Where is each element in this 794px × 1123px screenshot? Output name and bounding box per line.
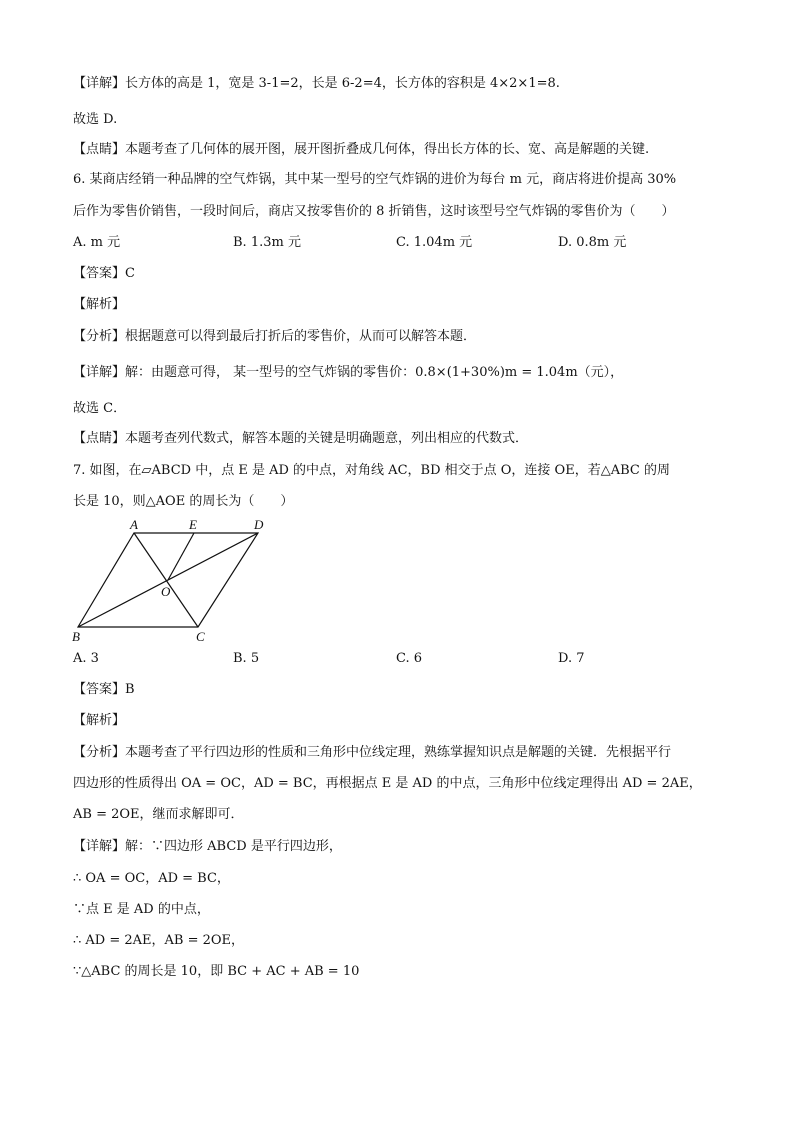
label-a: A: [130, 517, 138, 532]
parallelogram-figure: [70, 515, 270, 645]
q7-option-d: D. 7: [558, 651, 585, 666]
q7-option-b: B. 5: [233, 651, 260, 666]
q6-analysis-heading: 【解析】: [73, 297, 126, 312]
question-7-line-1: 7. 如图，在▱ABCD 中，点 E 是 AD 的中点，对角线 AC，BD 相交于点 O，连接 OE，若△ABC 的周: [73, 463, 670, 478]
q7-detail-line-3: ∵点 E 是 AD 的中点，: [73, 902, 210, 917]
label-b: B: [72, 629, 80, 644]
question-6-line-2: 后作为零售价销售，一段时间后，商店又按零售价的 8 折销售，这时该型号空气炸锅的零售价为（ ）: [73, 204, 675, 219]
question-6-line-1: 6. 某商店经销一种品牌的空气炸锅，其中某一型号的空气炸锅的进价为每台 m 元，商店将进价提高 30%: [73, 172, 677, 187]
comment-q5: 【点睛】本题考查了几何体的展开图，展开图折叠成几何体，得出长方体的长、宽、高是解题的关键.: [73, 142, 650, 157]
diagonal-ac: [134, 533, 198, 627]
q7-analysis-line-1: 【分析】本题考查了平行四边形的性质和三角形中位线定理，熟练掌握知识点是解题的关键．先根据平行: [73, 745, 672, 760]
q7-detail-line-4: ∴ AD = 2AE，AB = 2OE，: [73, 933, 245, 948]
q7-analysis-line-2: 四边形的性质得出 OA = OC，AD = BC，再根据点 E 是 AD 的中点，三角形中位线定理得出 AD = 2AE，: [73, 776, 702, 791]
label-o: O: [161, 584, 171, 599]
q7-option-c: C. 6: [396, 651, 423, 666]
q7-detail-line-1: 【详解】解：∵四边形 ABCD 是平行四边形，: [73, 839, 342, 854]
q6-option-b: B. 1.3m 元: [233, 235, 301, 250]
q6-option-c: C. 1.04m 元: [396, 235, 473, 250]
label-c: C: [196, 629, 205, 644]
q6-choice: 故选 C．: [73, 401, 127, 416]
q6-option-d: D. 0.8m 元: [558, 235, 627, 250]
q6-option-a: A. m 元: [73, 235, 121, 250]
q7-answer: 【答案】B: [73, 682, 135, 697]
q6-answer: 【答案】C: [73, 266, 135, 281]
label-d: D: [254, 517, 264, 532]
label-e: E: [189, 517, 197, 532]
q7-analysis-line-3: AB = 2OE，继而求解即可．: [73, 807, 244, 822]
question-7-line-2: 长是 10，则△AOE 的周长为（ ）: [73, 494, 294, 509]
q7-detail-line-5: ∵△ABC 的周长是 10，即 BC + AC + AB = 10: [73, 964, 360, 979]
q6-analysis: 【分析】根据题意可以得到最后打折后的零售价，从而可以解答本题．: [73, 329, 477, 344]
solution-detail-q5: 【详解】长方体的高是 1，宽是 3-1=2，长是 6-2=4，长方体的容积是 4×2×1=8.: [73, 76, 560, 91]
choice-q5: 故选 D.: [73, 112, 118, 127]
q7-analysis-heading: 【解析】: [73, 713, 126, 728]
q7-option-a: A. 3: [73, 651, 99, 666]
q6-detail: 【详解】解：由题意可得， 某一型号的空气炸锅的零售价：0.8×(1+30%)m = 1.04m（元），: [73, 365, 624, 380]
q7-detail-line-2: ∴ OA = OC，AD = BC，: [73, 871, 230, 886]
q6-comment: 【点睛】本题考查列代数式，解答本题的关键是明确题意，列出相应的代数式．: [73, 431, 529, 446]
